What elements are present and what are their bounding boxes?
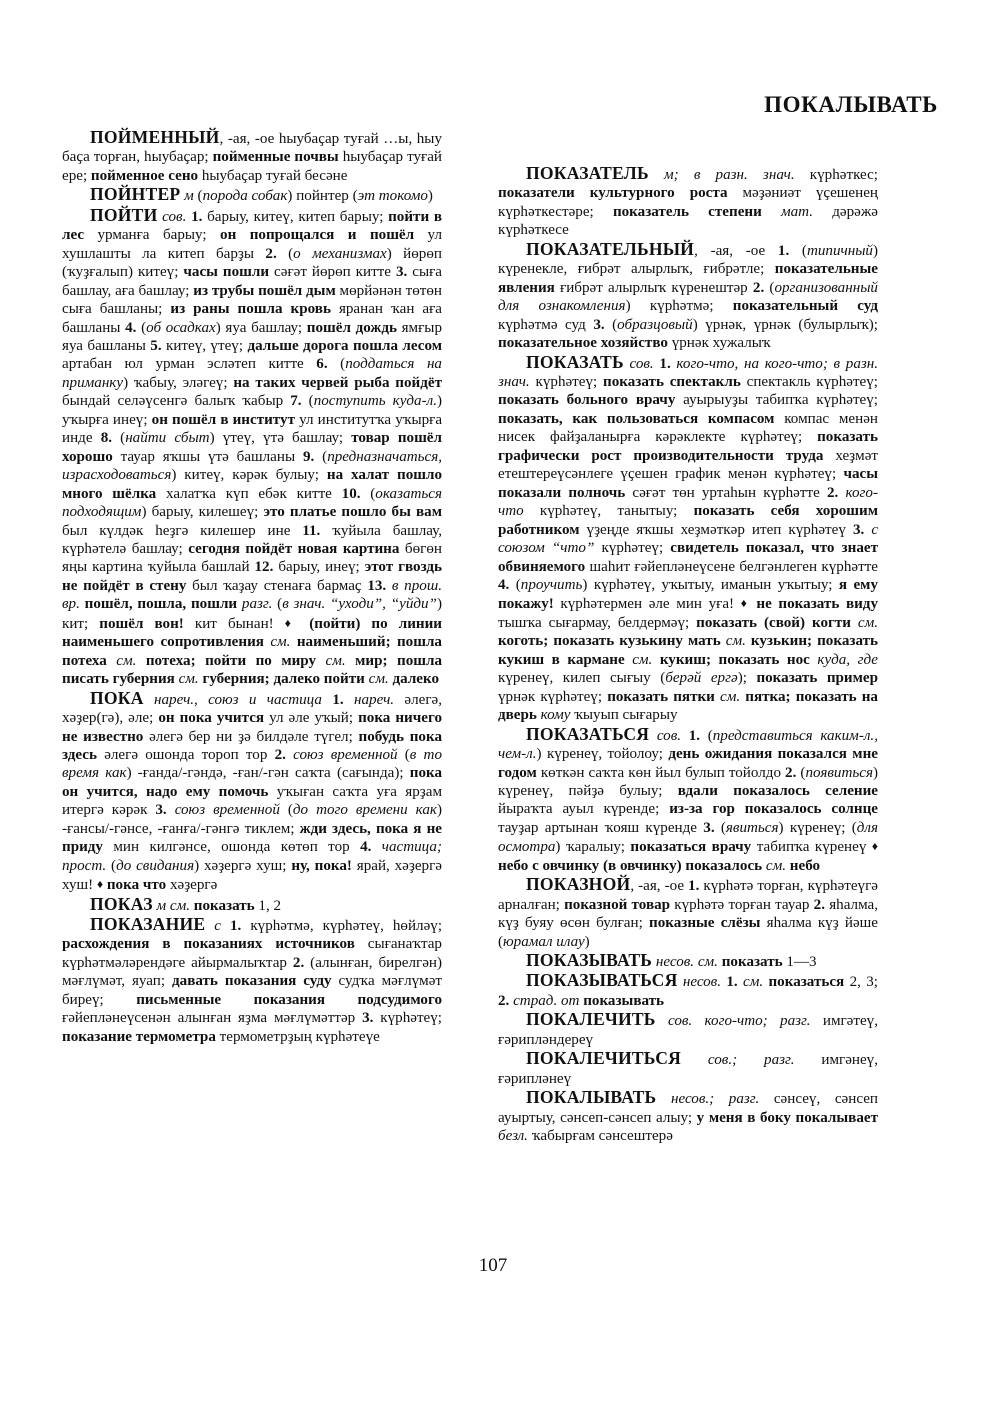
- dictionary-entry: ПОКАЗ м см. показать 1, 2: [90, 893, 282, 914]
- page-number: 107: [478, 1255, 508, 1276]
- dictionary-entry: ПОКАЛЕЧИТЬСЯ сов.; разг. имгәнеү, ғәрипләнеү: [498, 1048, 878, 1087]
- page-columns: [62, 128, 938, 1248]
- dictionary-entry: ПОКАЗЫВАТЬ несов. см. показать 1—3: [526, 950, 817, 971]
- dictionary-entry: ПОКА нареч., союз и частица 1. нареч. әлегә, хәҙер(гә), әле; он пока учится ул әле уҡый; пока ничего не известно әлегә бер ни ҙә билдәле түгел; побудь пока здесь әлегә ошонда тороп тор 2. союз временной (в то время как) -ғанда/-гәндә, -ған/-гән саҡта (сағында); пока он учится, надо ему помочь уҡыған саҡта уға ярҙам итергә кәрәк 3. союз временной (до того времени как) -ғансы/-гәнсе, -ғанға/-гәнгә тиклем; жди здесь, пока я не приду мин килгәнсе, ошонда көтөп тор 4. частица; прост. (до свидания) хәҙергә хуш; ну, пока! ярай, хәҙергә хуш! ♦ пока что хәҙергә: [62, 687, 443, 894]
- running-header: ПОКАЛЫВАТЬ: [764, 92, 938, 117]
- dictionary-entry: ПОЙТИ сов. 1. барыу, китеү, китеп барыу; пойти в лес урманға барыу; он попрощался и пошёл ул хушлашты ла китеп барҙы 2. (о механизмах) йөрөп (ҡуҙғалып) китеү; часы пошли сәғәт йөрөп китте 3. сыға башлау, аға башлау; из трубы пошёл дым мөрйәнән төтөн сыға башланы; из раны пошла кровь яранан ҡан аға башланы 4. (об осадках) яуа башлау; пошёл дождь ямғыр яуа башланы 5. китеү, үтеү; дальше дорога пошла лесом артабан юл урман эсләтеп китте 6. (поддаться на приманку) ҡабыу, эләгеү; на таких червей рыба пойдёт бындай селәүсенгә балыҡ ҡабыр 7. (поступить куда-л.) уҡырға инеү; он пошёл в институт ул институтҡа уҡырға инде 8. (найти сбыт) үтеү, үтә башлау; товар пошёл хорошо тауар яҡшы үтә башланы 9. (предназначаться, израсходоваться) китеү, кәрәк булыу; на халат пошло много шёлка халатҡа күп ебәк китте 10. (оказаться подходящим) барыу, килешеү; это платье пошло бы вам был күлдәк һеҙгә килешер ине 11. ҡуйыла башлау, күрһәтелә башлау; сегодня пойдёт новая картина бөгөн яңы картина ҡуйыла башлай 12. барыу, инеү; этот гвоздь не пойдёт в стену был ҡаҙау стенаға бармаҫ 13. в прош. вр. пошёл, пошла, пошли разг. (в знач. “уходи”, “уйди”) кит; пошёл вон! кит бынан! ♦ (пойти) по линии наименьшего сопротивления см. наименьший; пошла потеха см. потеха; пойти по миру см. мир; пошла писать губерния см. губерния; далеко пойти см. далеко: [62, 204, 443, 688]
- right-column: [498, 164, 878, 1146]
- dictionary-entry: ПОКАЗАТЬСЯ сов. 1. (представиться каким-л., чем-л.) күренеү, тойолоу; день ожидания показался мне годом көткән саҡта көн йыл булып тойолдо 2. (появиться) күренеү, пәйҙә булыу; вдали показалось селение йыраҡта ауыл күренде; из-за гор показалось солнце тауҙар артынан ҡояш күренде 3. (явиться) күренеү; (для осмотра) ҡаралыу; показаться врачу табипҡа күренеү ♦ небо с овчинку (в овчинку) показалось см. небо: [498, 723, 879, 874]
- dictionary-entry: ПОКАЗАТЕЛЬНЫЙ, -ая, -ое 1. (типичный) күренекле, ғибрәт алырлыҡ, ғибрәтле; показательные явления ғибрәт алырлыҡ күренештәр 2. (организованный для ознакомления) күрһәтмә; показательный суд күрһәтмә суд 3. (образцовый) үрнәк, үрнәк (булырлыҡ); показательное хозяйство үрнәк хужалыҡ: [498, 238, 878, 352]
- dictionary-entry: ПОКАЗЫВАТЬСЯ несов. 1. см. показаться 2, 3; 2. страд. от показывать: [498, 970, 878, 1009]
- dictionary-entry: ПОЙНТЕР м (порода собак) пойнтер (эт токомо): [90, 184, 433, 205]
- dictionary-entry: ПОКАЛЫВАТЬ несов.; разг. сәнсеү, сәнсеп ауыртыу, сәнсеп-сәнсеп алыу; у меня в боку покалывает безл. ҡабырғам сәнсештерә: [498, 1087, 878, 1145]
- dictionary-entry: ПОКАЗНОЙ, -ая, -ое 1. күрһәтә торған, күрһәтеүгә арналған; показной товар күрһәтә торған тауар 2. яһалма, күҙ буяу өсөн булған; показные слёзы яһалма күҙ йәше (юрамал илау): [498, 874, 879, 950]
- dictionary-entry: ПОКАЛЕЧИТЬ сов. кого-что; разг. имгәтеү, ғәрипләндереү: [498, 1009, 878, 1048]
- dictionary-entry: ПОЙМЕННЫЙ, -ая, -ое һыубаҫар туғай …ы, һыу баҫа торған, һыубаҫар; пойменные почвы һыубаҫар туғай ере; пойменное сено һыубаҫар туғай бесәне: [62, 127, 442, 184]
- dictionary-entry: ПОКАЗАТЬ сов. 1. кого-что, на кого-что; в разн. знач. күрһәтеү; показать спектакль спектакль күрһәтеү; показать больного врачу ауырыуҙы табипҡа күрһәтеү; показать, как пользоваться компасом компас менән нисек файҙаланырға кәрәклекте күрһәтеү; показать графически рост производительности труда хеҙмәт етештереүсәнлеге үҫешен график менән күрһәтеү; часы показали полночь сәғәт төн уртаһын күрһәтте 2. кого-что күрһәтеү, танытыу; показать себя хорошим работником үҙеңде яҡшы хеҙмәткәр итеп күрһәтеү 3. с союзом “что” күрһәтеү; свидетель показал, что знает обвиняемого шаһит ғәйепләнеүсене белгәнлеген күрһәтте 4. (проучить) күрһәтеү, уҡытыу, иманын уҡытыу; я ему покажу! күрһәтермен әле мин уға! ♦ не показать виду тышҡа сығармау, белдермәү; показать (свой) когти см. коготь; показать кузькину мать см. кузькин; показать кукиш в кармане см. кукиш; показать нос куда, где күренеү, килеп сығыу (берәй ергә); показать пример үрнәк күрһәтеү; показать пятки см. пятка; показать на дверь кому ҡыуып сығарыу: [498, 351, 879, 724]
- left-column: [62, 128, 442, 1046]
- page-number-container: [0, 1255, 1000, 1277]
- dictionary-entry: ПОКАЗАТЕЛЬ м; в разн. знач. күрһәткес; показатели культурного роста мәҙәниәт үҫешенең күрһәткестәре; показатель степени мат. дәрәжә күрһәткесе: [498, 163, 878, 239]
- dictionary-entry: ПОКАЗАНИЕ с 1. күрһәтмә, күрһәтеү, һөйләү; расхождения в показаниях источников сығанаҡтар күрһәтмәләрендәге айырмалыҡтар 2. (алынған, бирелгән) мәғлүмәт, яуап; давать показания суду судҡа мәғлүмәт биреү; письменные показания подсудимого ғәйепләнеүсенән алынған яҙма мәғлүмәттәр 3. күрһәтеү; показание термометра термометрҙың күрһәтеүе: [62, 914, 443, 1045]
